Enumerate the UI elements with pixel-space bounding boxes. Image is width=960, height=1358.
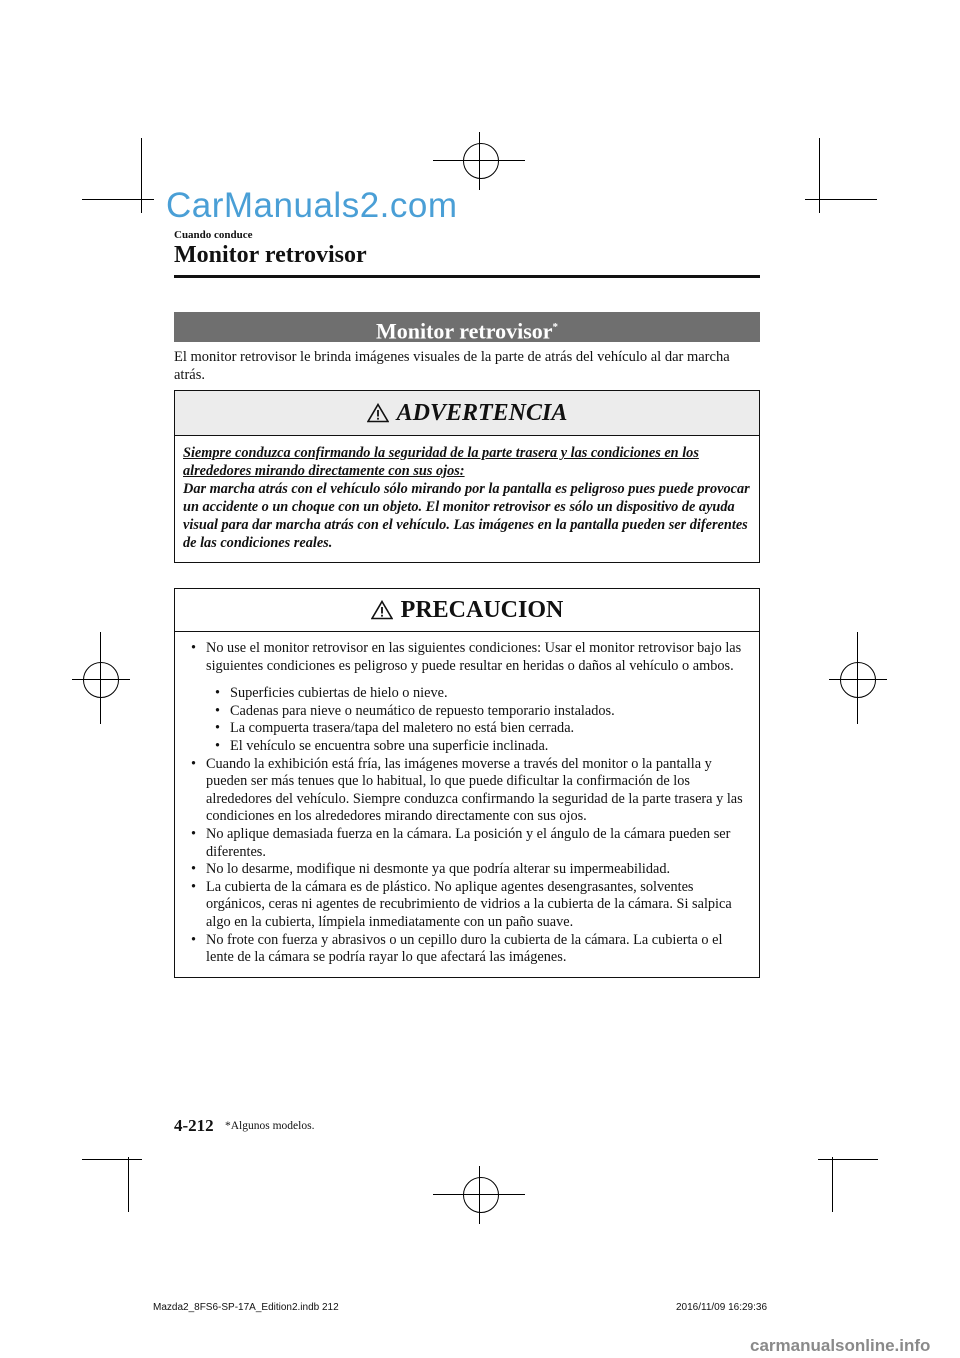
sub-bullet-item: • Cadenas para nieve o neumático de repuesto temporario instalados. — [183, 703, 749, 721]
crop-mark — [141, 138, 142, 213]
section-heading — [174, 312, 760, 342]
caution-body — [175, 632, 759, 977]
crop-mark — [829, 679, 887, 680]
section-title: Monitor retrovisor — [375, 318, 553, 344]
warning-text: Dar marcha atrás con el vehículo sólo mirando por la pantalla es peligroso pues puede provocar un accidente o un choque con un objeto. El monitor retrovisor es sólo un dispositivo de ayuda visual para dar marcha atrás con el vehículo. Las imágenes en la pantalla pueden ser diferentes de las condiciones reales. — [183, 481, 750, 551]
crop-mark — [805, 199, 877, 200]
file-info: Mazda2_8FS6-SP-17A_Edition2.indb 212 — [153, 1302, 339, 1313]
spacer — [183, 675, 749, 685]
bullet-item: • La cubierta de la cámara es de plástico. No aplique agentes desengrasantes, solventes orgánicos, ceras ni agentes de recubrimiento de vidrios a la cubierta de la cámara. Si salpica algo en la cubierta, límpiela inmediatamente con un paño suave. — [183, 879, 749, 932]
caution-box — [174, 588, 760, 978]
sub-bullet-item: • El vehículo se encuentra sobre una superficie inclinada. — [183, 738, 749, 756]
crop-mark — [128, 1157, 129, 1212]
bullet-item: • Cuando la exhibición está fría, las imágenes moverse a través del monitor o la pantalla y pueden ser más tenues que lo habitual, lo que puede dificultar la confirmación de los alrededores del vehículo. Siempre conduzca confirmando la seguridad de la parte trasera y las condiciones en los alrededores mirando directamente con sus ojos. — [183, 756, 749, 826]
caution-header — [175, 589, 759, 632]
title-divider — [174, 275, 760, 278]
crop-mark — [82, 199, 154, 200]
page-number: 4-212 — [174, 1116, 214, 1135]
site-footer-logo[interactable]: carmanualsonline.info — [750, 1336, 931, 1355]
crop-mark — [72, 679, 130, 680]
asterisk-marker: * — [552, 321, 559, 333]
breadcrumb: Cuando conduce — [174, 229, 253, 241]
warning-title: ADVERTENCIA — [396, 399, 568, 426]
crop-mark — [818, 1159, 878, 1160]
sub-bullet-item: • La compuerta trasera/tapa del maletero no está bien cerrada. — [183, 720, 749, 738]
warning-lead: Siempre conduzca confirmando la seguridad de la parte trasera y las condiciones en los alrededores mirando directamente con sus ojos: — [183, 445, 699, 479]
crop-mark — [832, 1157, 833, 1212]
warning-triangle-icon — [371, 600, 393, 620]
warning-triangle-icon — [367, 403, 389, 423]
bullet-item: • No frote con fuerza y abrasivos o un cepillo duro la cubierta de la cámara. La cubierta o el lente de la cámara se podría rayar lo que afectará las imágenes. — [183, 932, 749, 967]
crop-mark — [819, 138, 820, 213]
bullet-item: • No lo desarme, modifique ni desmonte ya que podría alterar su impermeabilidad. — [183, 861, 749, 879]
warning-body — [175, 436, 759, 562]
footnote: *Algunos modelos. — [225, 1120, 315, 1132]
crop-mark — [433, 160, 525, 161]
bullet-item: • No use el monitor retrovisor en las siguientes condiciones: Usar el monitor retrovisor bajo las siguientes condiciones es peligroso y puede resultar en heridas o daños al vehículo o ambos. — [183, 640, 749, 675]
sub-bullet-item: • Superficies cubiertas de hielo o nieve. — [183, 685, 749, 703]
warning-box — [174, 390, 760, 563]
crop-mark — [82, 1159, 142, 1160]
crop-mark — [100, 632, 101, 724]
watermark-logo[interactable]: CarManuals2.com — [166, 186, 458, 225]
page-title: Monitor retrovisor — [174, 242, 367, 268]
crop-mark — [433, 1194, 525, 1195]
caution-title: PRECAUCION — [400, 596, 564, 623]
bullet-item: • No aplique demasiada fuerza en la cámara. La posición y el ángulo de la cámara pueden ser diferentes. — [183, 826, 749, 861]
warning-header — [175, 391, 759, 436]
print-date: 2016/11/09 16:29:36 — [676, 1302, 768, 1313]
intro-paragraph: El monitor retrovisor le brinda imágenes visuales de la parte de atrás del vehículo al dar marcha atrás. — [174, 349, 730, 383]
crop-mark — [857, 632, 858, 724]
